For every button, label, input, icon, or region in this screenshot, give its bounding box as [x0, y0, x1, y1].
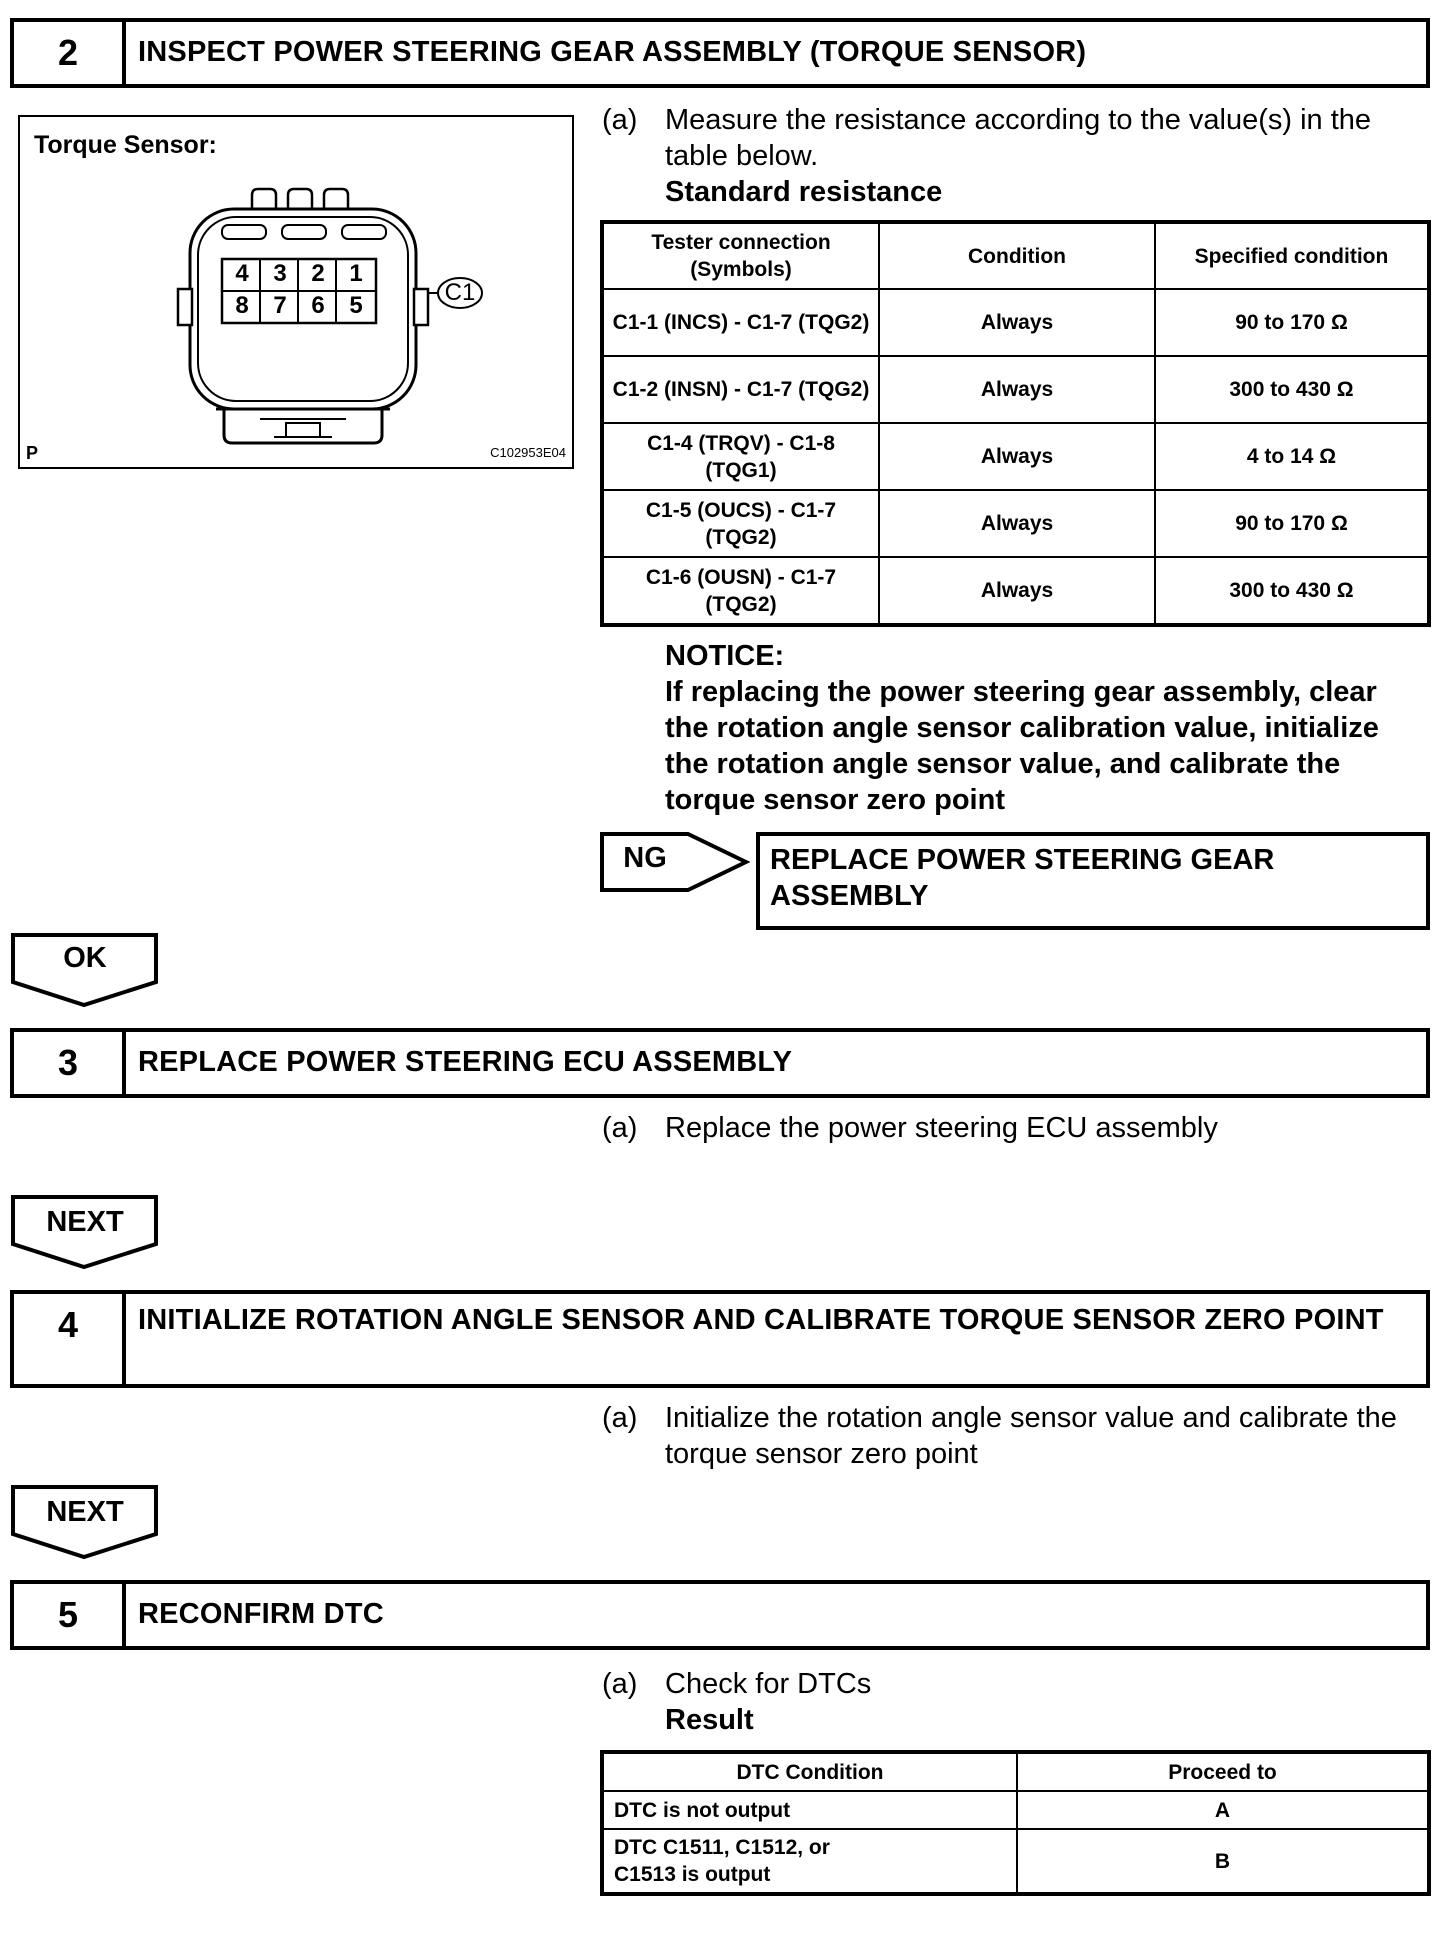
table-cell: C1-1 (INCS) - C1-7 (TQG2)	[603, 289, 879, 356]
table-cell: C1-5 (OUCS) - C1-7 (TQG2)	[603, 490, 879, 557]
next-arrow-2	[10, 1484, 160, 1560]
instruction-label: (a)	[602, 1402, 638, 1434]
instruction-line: Replace the power steering ECU assembly	[665, 1112, 1218, 1144]
step-title: REPLACE POWER STEERING ECU ASSEMBLY	[138, 1046, 793, 1078]
step-3-header	[10, 1028, 1430, 1098]
instruction-label: (a)	[602, 104, 638, 136]
ng-label: NG	[623, 842, 667, 874]
ng-arrow	[600, 832, 750, 892]
figure-title: Torque Sensor:	[34, 131, 217, 159]
table-cell: C1-4 (TRQV) - C1-8 (TQG1)	[603, 423, 879, 490]
step-number: 4	[14, 1294, 126, 1384]
ok-label: OK	[63, 942, 107, 974]
table-cell: Always	[879, 423, 1155, 490]
notice-title: NOTICE:	[665, 640, 785, 672]
step-number: 2	[14, 22, 126, 84]
instruction-line: Measure the resistance according to the value(s) in the	[665, 104, 1372, 136]
connector-drawing	[20, 117, 576, 471]
instruction-line: table below.	[665, 140, 819, 172]
table-cell: Always	[879, 557, 1155, 624]
table-cell: Always	[879, 490, 1155, 557]
step-5-header	[10, 1580, 1430, 1650]
step-title: INITIALIZE ROTATION ANGLE SENSOR AND CALIBRATE TORQUE SENSOR ZERO POINT	[138, 1304, 1384, 1336]
pin-2: 2	[311, 260, 325, 287]
notice-line: torque sensor zero point	[665, 784, 1005, 816]
instruction-line: Initialize the rotation angle sensor value and calibrate the	[665, 1402, 1397, 1434]
table-cell: Always	[879, 356, 1155, 423]
table-header: Condition	[879, 223, 1155, 289]
table-cell: 90 to 170 Ω	[1155, 289, 1428, 356]
pin-6: 6	[311, 292, 325, 319]
notice-line: the rotation angle sensor calibration value, initialize	[665, 712, 1379, 744]
table-header: Specified condition	[1155, 223, 1428, 289]
pin-1: 1	[349, 260, 363, 287]
next-label: NEXT	[46, 1496, 124, 1528]
step-2-instruction	[602, 102, 1432, 214]
step-number: 3	[14, 1032, 126, 1094]
figure-corner-left: P	[26, 443, 39, 463]
table-cell: 300 to 430 Ω	[1155, 557, 1428, 624]
instruction-line: Check for DTCs	[665, 1668, 872, 1700]
instruction-label: (a)	[602, 1112, 638, 1144]
table-header: Proceed to	[1017, 1753, 1428, 1791]
table-header: DTC Condition	[603, 1753, 1017, 1791]
resistance-table	[602, 222, 1429, 625]
pin-5: 5	[349, 292, 363, 319]
instruction-label: (a)	[602, 1668, 638, 1700]
table-cell: DTC C1511, C1512, or C1513 is output	[603, 1829, 1017, 1893]
pin-3: 3	[273, 260, 287, 287]
pin-4: 4	[235, 260, 249, 287]
figure-code: C102953E04	[490, 445, 566, 460]
subheading-result: Result	[665, 1704, 754, 1736]
table-cell: 300 to 430 Ω	[1155, 356, 1428, 423]
pin-8: 8	[235, 292, 249, 319]
next-label: NEXT	[46, 1206, 124, 1238]
step-title: INSPECT POWER STEERING GEAR ASSEMBLY (TORQUE SENSOR)	[138, 36, 1087, 68]
ok-arrow	[10, 932, 160, 1008]
result-table	[602, 1752, 1429, 1894]
table-cell: 90 to 170 Ω	[1155, 490, 1428, 557]
table-cell: A	[1017, 1791, 1428, 1829]
ng-action-line: ASSEMBLY	[770, 880, 929, 912]
ng-action-box	[756, 832, 1430, 930]
step-5-instruction	[602, 1666, 1432, 1742]
notice-block	[665, 638, 1435, 818]
step-3-instruction	[602, 1110, 1432, 1150]
step-4-header	[10, 1290, 1430, 1388]
notice-line: If replacing the power steering gear assembly, clear	[665, 676, 1377, 708]
table-cell: Always	[879, 289, 1155, 356]
pin-7: 7	[273, 292, 287, 319]
notice-line: the rotation angle sensor value, and calibrate the	[665, 748, 1341, 780]
table-header: Tester connection (Symbols)	[603, 223, 879, 289]
ng-action-line: REPLACE POWER STEERING GEAR	[770, 844, 1275, 876]
step-2-header	[10, 18, 1430, 88]
instruction-line: torque sensor zero point	[665, 1438, 978, 1470]
torque-sensor-figure	[18, 115, 574, 469]
subheading-standard-resistance: Standard resistance	[665, 176, 943, 208]
connector-label: C1	[444, 279, 476, 306]
table-cell: C1-2 (INSN) - C1-7 (TQG2)	[603, 356, 879, 423]
step-number: 5	[14, 1584, 126, 1646]
table-cell: B	[1017, 1829, 1428, 1893]
table-cell: 4 to 14 Ω	[1155, 423, 1428, 490]
step-title: RECONFIRM DTC	[138, 1598, 384, 1630]
next-arrow-1	[10, 1194, 160, 1270]
table-cell: DTC is not output	[603, 1791, 1017, 1829]
step-4-instruction	[602, 1400, 1432, 1476]
table-cell: C1-6 (OUSN) - C1-7 (TQG2)	[603, 557, 879, 624]
